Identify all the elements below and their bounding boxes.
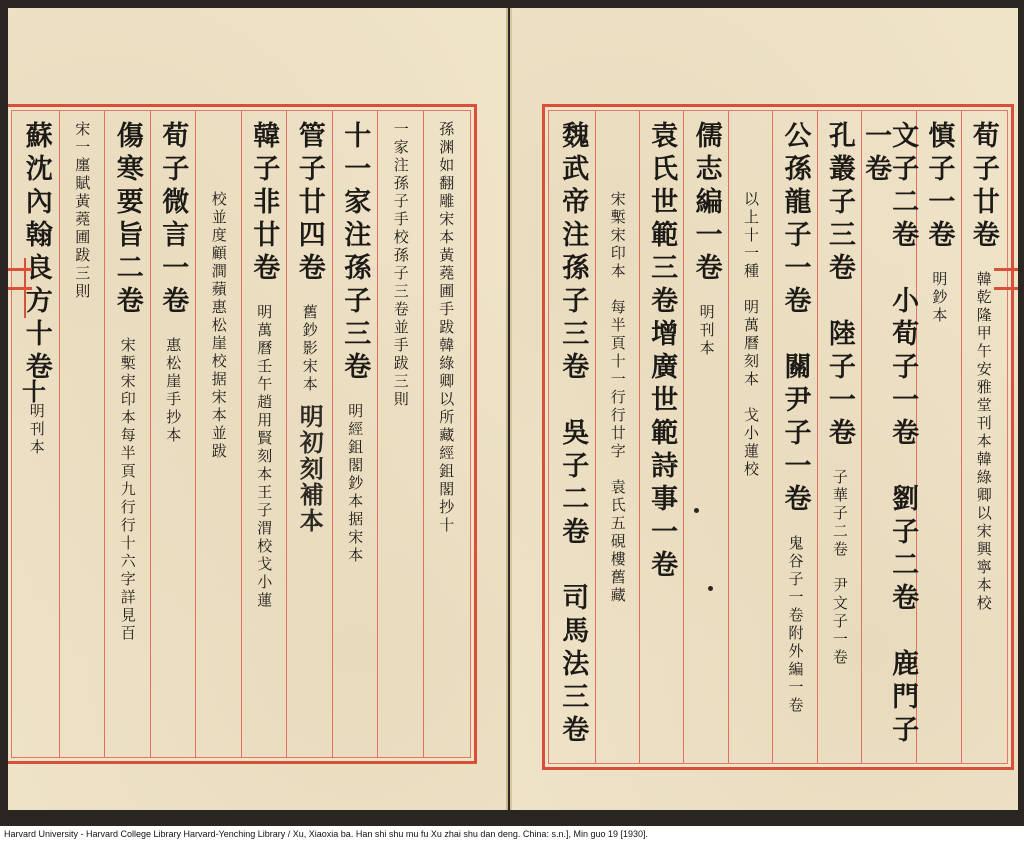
fishtail-marker [8, 268, 32, 290]
annotation-text: 明刊本 [697, 304, 716, 358]
annotation-text: 明刊本 [27, 403, 46, 457]
text-column [639, 111, 683, 763]
text-column [728, 111, 772, 763]
text-column [104, 111, 150, 757]
annotation-text: 明萬曆壬午趙用賢刻本王子渭校戈小蓮 [255, 304, 274, 610]
text-column [595, 111, 639, 763]
text-column [772, 111, 816, 763]
text-column [551, 111, 594, 763]
annotation-text: 孫渊如翻雕宋本黃蕘圃手跋韓綠卿以所藏經鉏閣抄十 [437, 121, 456, 535]
text-column [332, 111, 378, 757]
right-page-frame [542, 104, 1014, 770]
text-column [961, 111, 1005, 763]
book-title: 管子廿四卷 [293, 121, 325, 286]
fishtail-marker [994, 268, 1018, 290]
annotation-text: 舊鈔影宋本 [300, 304, 319, 394]
annotation-text: 以上十一種 明萬曆刻本 戈小蓮校 [742, 191, 761, 479]
book-title: 韓子非廿卷 [248, 121, 280, 286]
book-title: 傷寒要旨二卷 [111, 121, 143, 319]
text-column [817, 111, 861, 763]
text-column [59, 111, 105, 757]
book-title: 荀子廿卷 [967, 121, 999, 253]
annotation-text: 宋一廛賦黃蕘圃跋三則 [73, 121, 92, 301]
book-title: 荀子微言一卷 [157, 121, 189, 319]
book-title: 儒志編一卷 [690, 121, 722, 286]
text-column [286, 111, 332, 757]
annotation-text: 韓乾隆甲午安雅堂刊本韓綠卿以宋興寧本校 [974, 271, 993, 613]
text-column [860, 111, 919, 763]
book-title: 慎子一卷 [923, 121, 955, 253]
annotation-text: 明經鉏閣鈔本据宋本 [346, 403, 365, 565]
annotation-text: 宋槧宋印本每半頁九行行十六字詳見百 [118, 337, 137, 643]
book-title: 十一家注孫子三卷 [339, 121, 371, 385]
text-column [423, 111, 469, 757]
text-column [14, 111, 59, 757]
annotation-text: 一家注孫子手校孫子三卷並手跋三則 [391, 121, 410, 409]
handwritten-note: 明初刻補本 [295, 404, 325, 534]
book-title: 蘇沈內翰良方十卷 [20, 121, 52, 385]
text-column [377, 111, 423, 757]
text-column [195, 111, 241, 757]
annotation-text: 校並度顧澗蘋惠松崖校据宋本並跋 [209, 191, 228, 461]
text-column [241, 111, 287, 757]
right-page [510, 8, 1018, 810]
folio-number: 十 [22, 377, 46, 406]
ink-dot [694, 508, 699, 513]
annotation-text: 鬼谷子一卷附外編一卷 [786, 535, 805, 715]
annotation-text: 宋槧宋印本 每半頁十一行行廿字 袁氏五硯樓舊藏 [608, 191, 627, 605]
annotation-text: 惠松崖手抄本 [164, 337, 183, 445]
left-page-frame [8, 104, 477, 764]
image-caption: Harvard University - Harvard College Library Harvard-Yenching Library / Xu, Xiaoxia ba. Han shi shu mu fu Xu zhai shu dan deng. China: s.n.], Min guo 19 [1930]. [4, 829, 649, 839]
ink-dot [708, 586, 713, 591]
annotation-text: 明鈔本 [930, 271, 949, 325]
annotation-text: 子華子二卷 尹文子一卷 [830, 469, 849, 667]
book-title: 魏武帝注孫子三卷 吳子二卷 司馬法三卷 [557, 121, 589, 748]
book-title: 孔叢子三卷 陸子一卷 [823, 121, 855, 451]
text-column [916, 111, 960, 763]
right-page-columns [551, 111, 1005, 763]
book-title: 袁氏世範三卷增廣世範詩事一卷 [646, 121, 678, 583]
book-title: 公孫龍子一卷 關尹子一卷 [779, 121, 811, 517]
text-column [683, 111, 727, 763]
left-page-columns [14, 111, 468, 757]
text-column [150, 111, 196, 757]
book-title: 文子二卷 小荀子一卷 劉子二卷 鹿門子一卷 [860, 121, 919, 748]
left-page [8, 8, 508, 810]
